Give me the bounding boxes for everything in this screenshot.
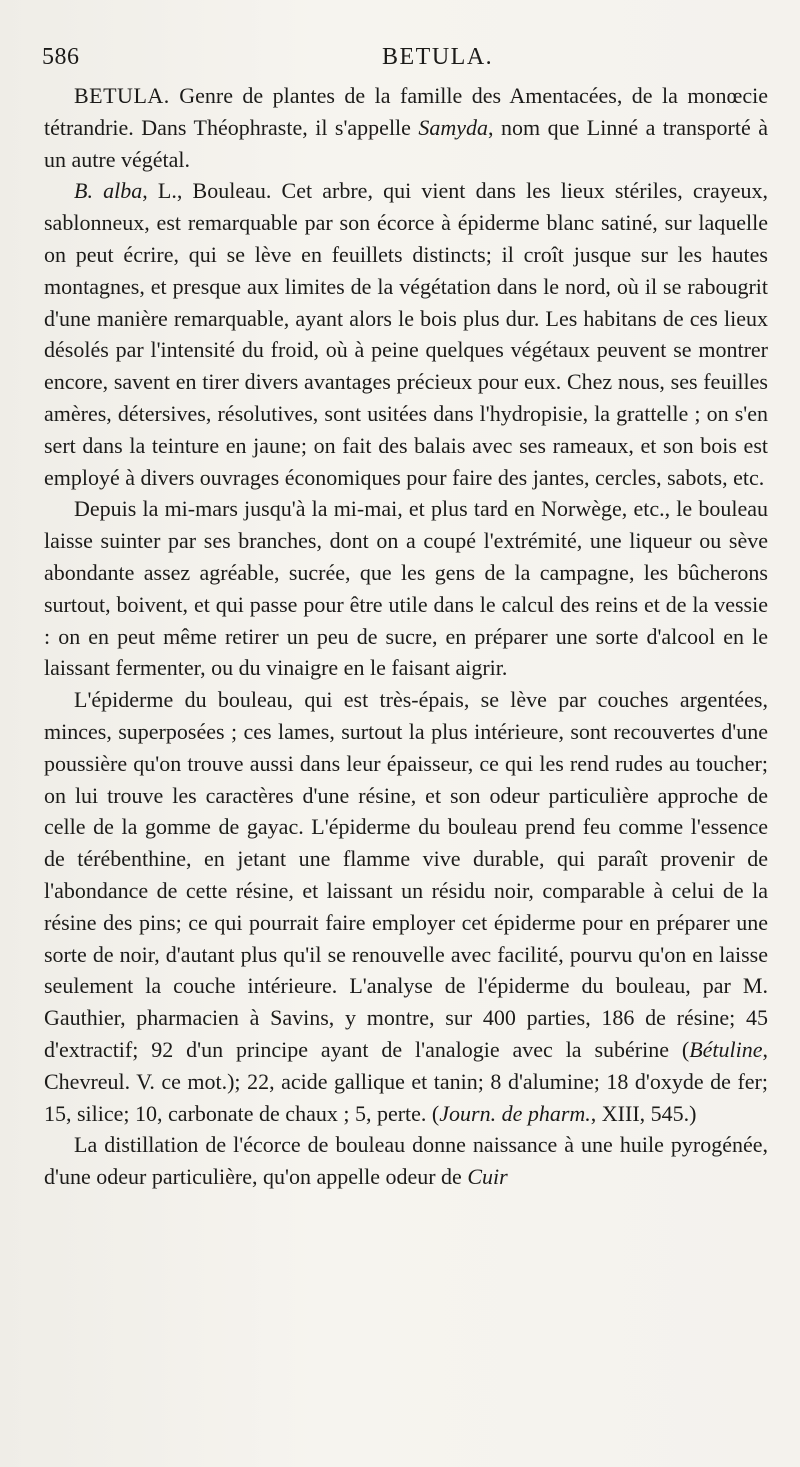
paragraph-betula-alba — [44, 175, 768, 493]
entry-headword: BETULA. — [74, 83, 170, 108]
italic-term: Bétuline — [689, 1036, 763, 1062]
italic-citation: Journ. de pharm. — [439, 1100, 591, 1126]
page-number: 586 — [42, 44, 80, 70]
running-title: BETULA. — [382, 44, 494, 70]
page-header — [42, 44, 782, 78]
paragraph-genus-definition — [44, 80, 768, 175]
paragraph-text: , nom que Linné a transporté à un autre végétal. — [44, 114, 768, 172]
paragraph-text: , Chevreul. V. ce mot.); 22, acide gallique et tanin; 8 d'alumine; 18 d'oxyde de fer; 15, silice; 10, carbonate de chaux ; 5, perte. ( — [44, 1036, 768, 1126]
paragraph-sap — [44, 493, 768, 684]
paragraph-epidermis — [44, 684, 768, 1129]
paragraph-text: Depuis la mi-mars jusqu'à la mi-mai, et plus tard en Norwège, etc., le bouleau laisse suinter par ses branches, dont on a coupé l'extrémité, une liqueur ou sève abondante assez agréable, sucrée, que les gens de la campagne, les bûcherons surtout, boivent, et qui passe pour être utile dans le calcul des reins et de la vessie : on en peut même retirer un peu de sucre, en préparer une sorte d'alcool en le laissant fermenter, ou du vinaigre en le faisant aigrir. — [44, 496, 768, 681]
paragraph-text: La distillation de l'écorce de bouleau donne naissance à une huile pyrogénée, d'une odeur particulière, qu'on appelle odeur de — [44, 1132, 768, 1190]
paragraph-text: L'épiderme du bouleau, qui est très-épais, se lève par couches argentées, minces, superposées ; ces lames, surtout la plus intérieure, sont recouvertes d'une poussière qu'on trouve aussi dans leur épaisseur, ce qui les rend rudes au toucher; on lui trouve les caractères d'une résine, et son odeur particulière approche de celle de la gomme de gayac. L'épiderme du bouleau prend feu comme l'essence de térébenthine, en jetant une flamme vive durable, qui paraît provenir de l'abondance de cette résine, et laissant un résidu noir, comparable à celui de la résine des pins; ce qui pourrait faire employer cet épiderme pour en préparer une sorte de noir, d'autant plus qu'il se renouvelle avec facilité, pourvu qu'on en laisse seulement la couche intérieure. L'analyse de l'épiderme du bouleau, par M. Gauthier, pharmacien à Savins, y montre, sur 400 parties, 186 de résine; 45 d'extractif; 92 d'un principe ayant de l'analogie avec la subérine ( — [44, 687, 768, 1062]
paragraph-text: , L., Bouleau. Cet arbre, qui vient dans les lieux stériles, crayeux, sablonneux, est remarquable par son écorce à épiderme blanc satiné, sur laquelle on peut écrire, qui se lève en feuillets distincts; il croît jusque sur les hautes montagnes, et presque aux limites de la végétation dans le nord, où il se rabougrit d'une manière remarquable, ayant alors le bois plus dur. Les habitans de ces lieux désolés par l'intensité du froid, où à peine quelques végétaux peuvent se montrer encore, savent en tirer divers avantages précieux pour eux. Chez nous, ses feuilles amères, détersives, résolutives, sont usitées dans l'hydropisie, la grattelle ; on s'en sert dans la teinture en jaune; on fait des balais avec ses rameaux, et son bois est employé à divers ouvrages économiques pour faire des jantes, cercles, sabots, etc. — [44, 178, 768, 490]
article-body — [44, 80, 768, 1193]
paragraph-distillation — [44, 1129, 768, 1193]
italic-term: Cuir — [467, 1164, 508, 1190]
italic-term: Samyda — [418, 114, 489, 140]
species-name: B. alba — [74, 178, 143, 204]
paragraph-text: Genre de plantes de la famille des Amentacées, de la monœcie tétrandrie. Dans Théophraste, il s'appelle — [44, 83, 768, 140]
paragraph-text: , XIII, 545.) — [590, 1100, 697, 1126]
